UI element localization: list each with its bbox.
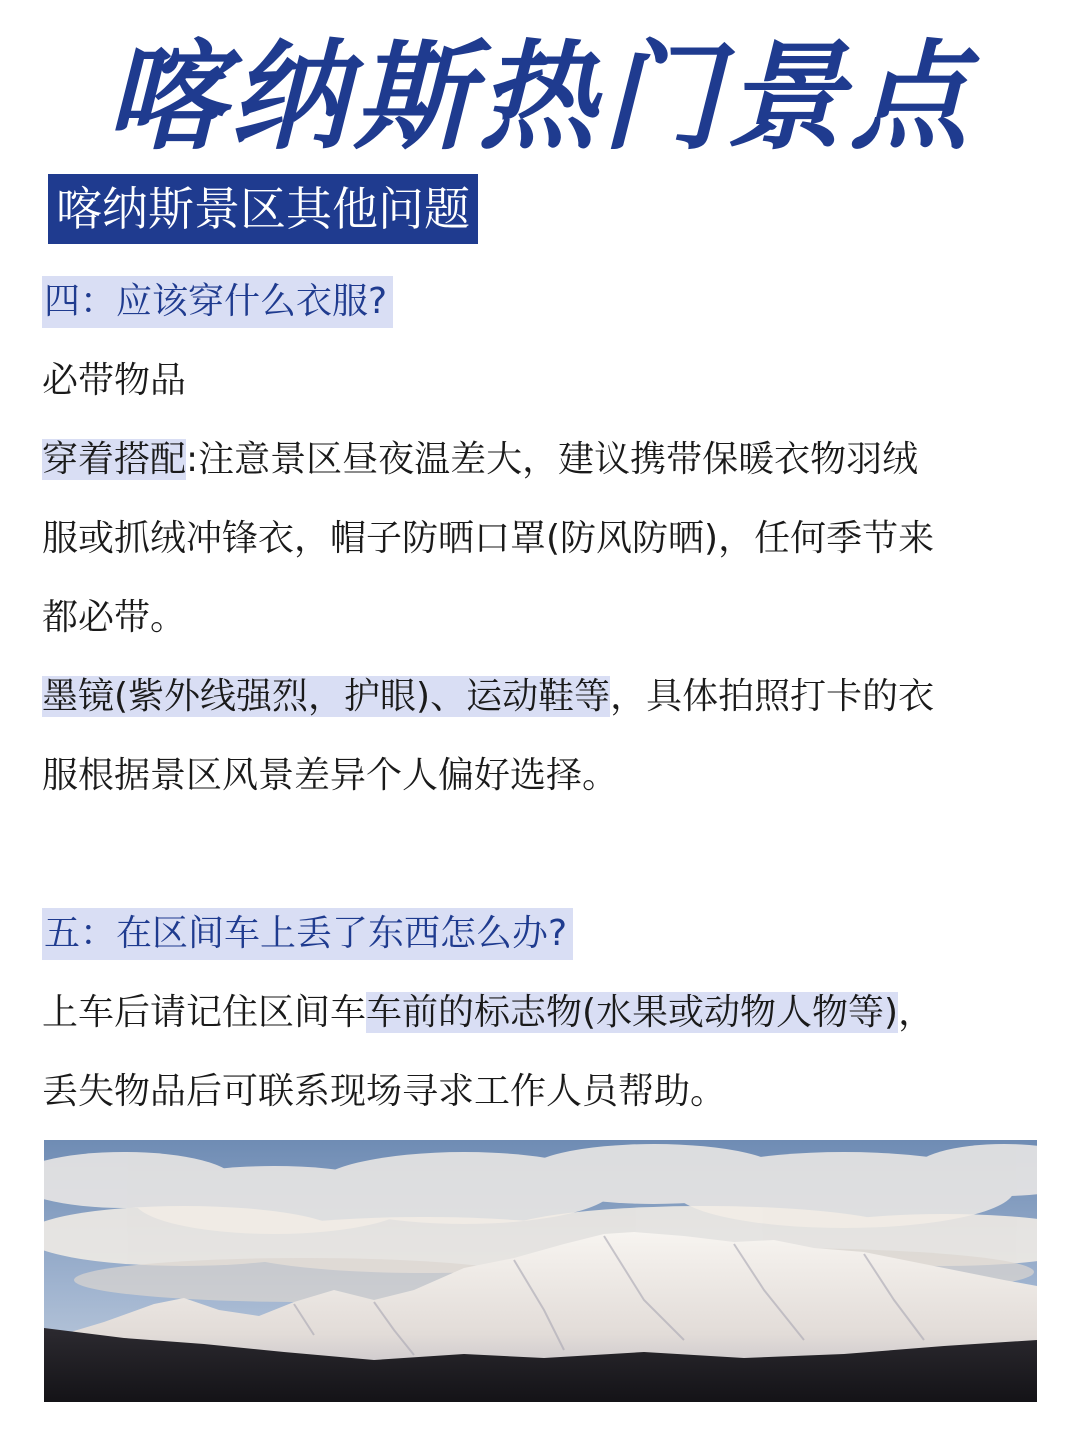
spacer <box>42 815 1042 894</box>
outfit-line-1 <box>42 420 1042 499</box>
accessories-line-2: 服根据景区风景差异个人偏好选择。 <box>42 755 619 796</box>
bus-highlight: 车前的标志物(水果或动物人物等) <box>366 992 899 1033</box>
bus-line-2: 丢失物品后可联系现场寻求工作人员帮助。 <box>42 1071 727 1112</box>
accessories-line-1 <box>42 657 1042 736</box>
bus-text-post: ， <box>898 992 935 1033</box>
bus-text-pre: 上车后请记住区间车 <box>42 992 367 1033</box>
outfit-text-1: :注意景区昼夜温差大，建议携带保暖衣物羽绒 <box>186 439 919 480</box>
must-bring-label: 必带物品 <box>42 360 187 401</box>
section-banner: 喀纳斯景区其他问题 <box>48 174 478 244</box>
snow-mountain-photo <box>44 1140 1037 1402</box>
outfit-label: 穿着搭配 <box>42 439 187 480</box>
question-4-heading: 四：应该穿什么衣服? <box>42 276 393 328</box>
bus-line-1 <box>42 973 1042 1052</box>
question-5-heading: 五：在区间车上丢了东西怎么办? <box>42 908 573 960</box>
accessories-highlight: 墨镜(紫外线强烈，护眼)、运动鞋等 <box>42 676 611 717</box>
accessories-text-1: ，具体拍照打卡的衣 <box>610 676 935 717</box>
article-body <box>42 262 1042 1131</box>
question-5-row <box>42 894 1042 973</box>
outfit-line-3: 都必带。 <box>42 597 187 638</box>
page-title: 喀纳斯热门景点 <box>105 27 974 166</box>
question-4-row <box>42 262 1042 341</box>
outfit-line-2: 服或抓绒冲锋衣，帽子防晒口罩(防风防晒)，任何季节来 <box>42 518 935 559</box>
